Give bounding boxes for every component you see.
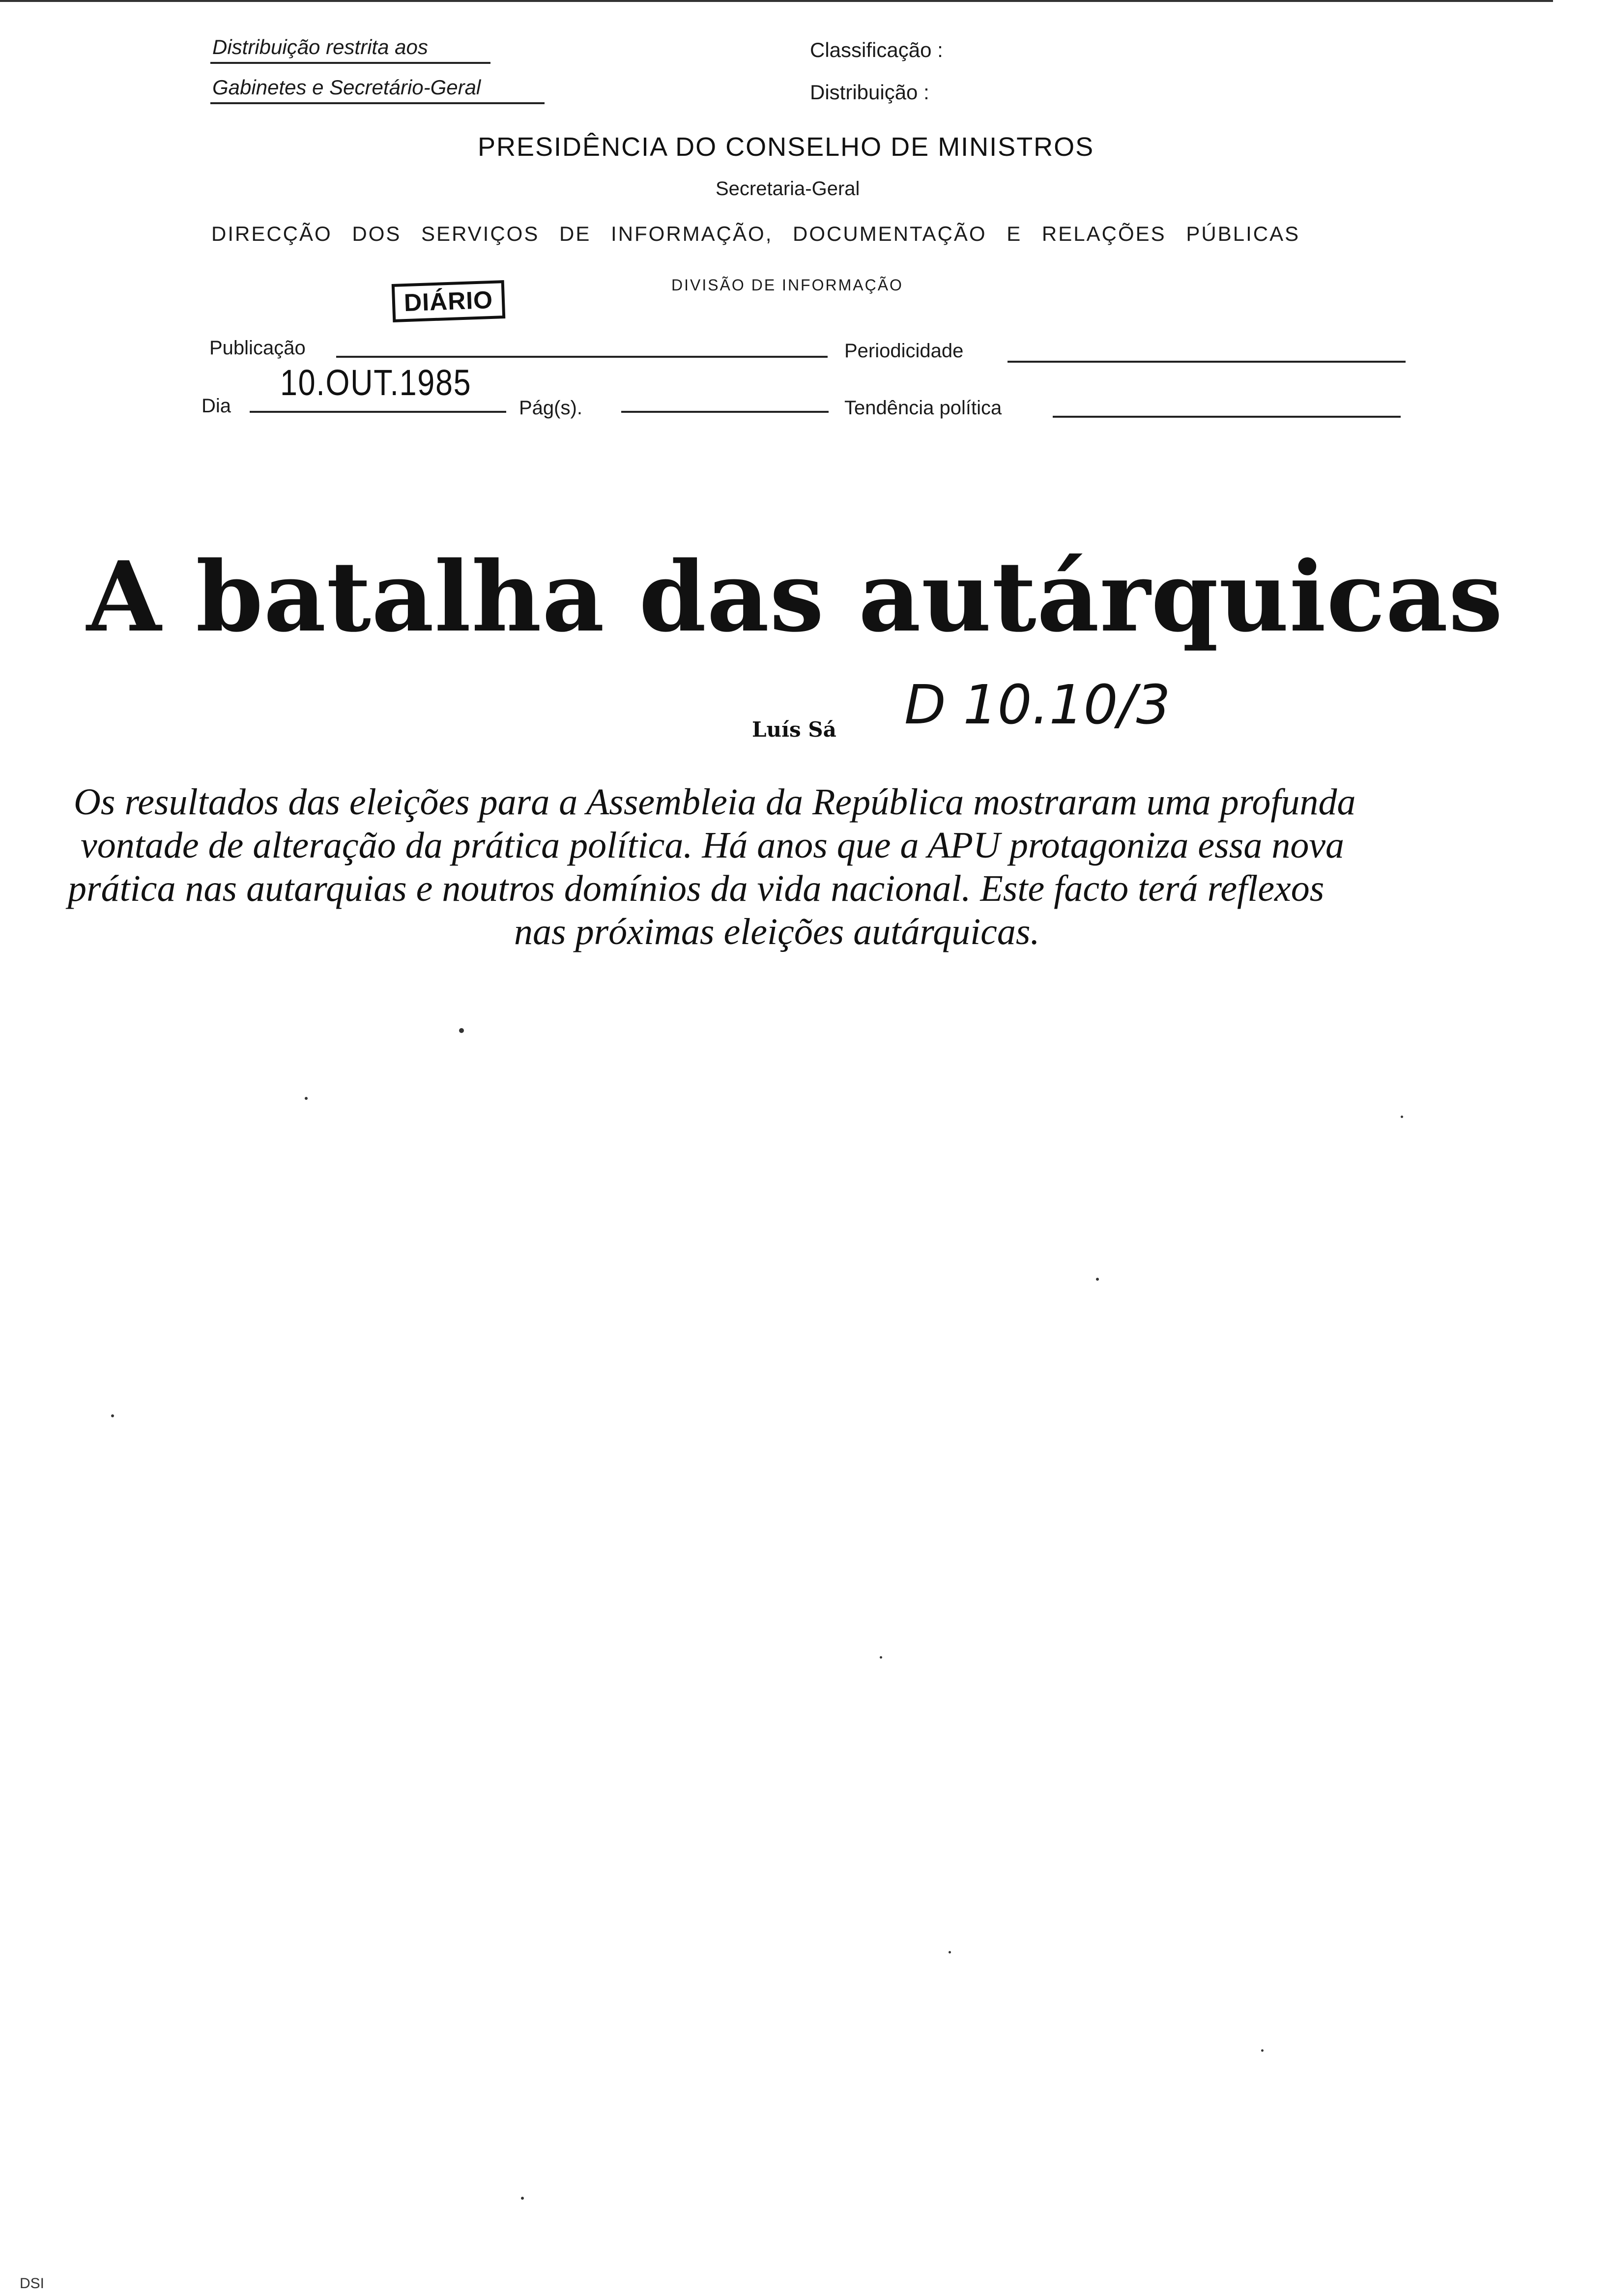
- top-border-rule: [0, 0, 1553, 2]
- tendencia-line: [1053, 416, 1401, 418]
- lead-line-1: Os resultados das eleições para a Assembleia da República mostraram uma profunda: [74, 781, 1356, 823]
- scan-speck: [880, 1656, 882, 1659]
- diario-stamp: DIÁRIO: [392, 280, 506, 322]
- scan-speck: [111, 1414, 114, 1417]
- periodicidade-label: Periodicidade: [844, 340, 964, 362]
- distribution-restricted-line: Distribuição restrita aos: [212, 35, 428, 58]
- dia-line: [250, 411, 506, 413]
- divisao-informacao: DIVISÃO DE INFORMAÇÃO: [671, 276, 903, 294]
- scan-speck: [459, 1028, 464, 1033]
- dia-label: Dia: [202, 395, 231, 417]
- classificacao-label: Classificação :: [810, 38, 943, 61]
- secretaria-geral: Secretaria-Geral: [716, 178, 860, 200]
- scan-speck: [1096, 1278, 1099, 1281]
- date-stamp: 10.OUT.1985: [280, 362, 472, 403]
- pags-label: Pág(s).: [519, 397, 582, 419]
- periodicidade-line: [1008, 361, 1406, 363]
- scan-speck: [1261, 2049, 1264, 2052]
- distribuicao-label: Distribuição :: [810, 81, 929, 104]
- direccao-servicos: DIRECÇÃO DOS SERVIÇOS DE INFORMAÇÃO, DOCUMENTAÇÃO E RELAÇÕES PÚBLICAS: [211, 222, 1300, 245]
- scan-speck: [949, 1951, 951, 1953]
- lead-line-2: vontade de alteração da prática política. Há anos que a APU protagoniza essa nova: [81, 825, 1345, 866]
- institution-name: PRESIDÊNCIA DO CONSELHO DE MINISTROS: [478, 132, 1094, 162]
- pags-line: [621, 411, 829, 413]
- publicacao-line: [336, 356, 828, 358]
- lead-line-4: nas próximas eleições autárquicas.: [514, 911, 1040, 952]
- lead-line-3: prática nas autarquias e noutros domínios da vida nacional. Este facto terá reflexos: [68, 868, 1324, 909]
- article-headline: A batalha das autárquicas: [86, 541, 1503, 654]
- tendencia-politica-label: Tendência política: [844, 397, 1002, 419]
- publicacao-label: Publicação: [209, 337, 306, 359]
- scan-speck: [1401, 1116, 1403, 1118]
- scan-speck: [305, 1097, 308, 1100]
- distribution-underline-1: [210, 62, 490, 64]
- handwritten-reference: D 10.10/3: [904, 673, 1171, 736]
- distribution-underline-2: [210, 102, 545, 104]
- distribution-gabinetes-line: Gabinetes e Secretário-Geral: [212, 76, 481, 99]
- scan-speck: [521, 2197, 524, 2200]
- corner-mark: DSI: [20, 2275, 45, 2292]
- article-author: Luís Sá: [752, 718, 836, 742]
